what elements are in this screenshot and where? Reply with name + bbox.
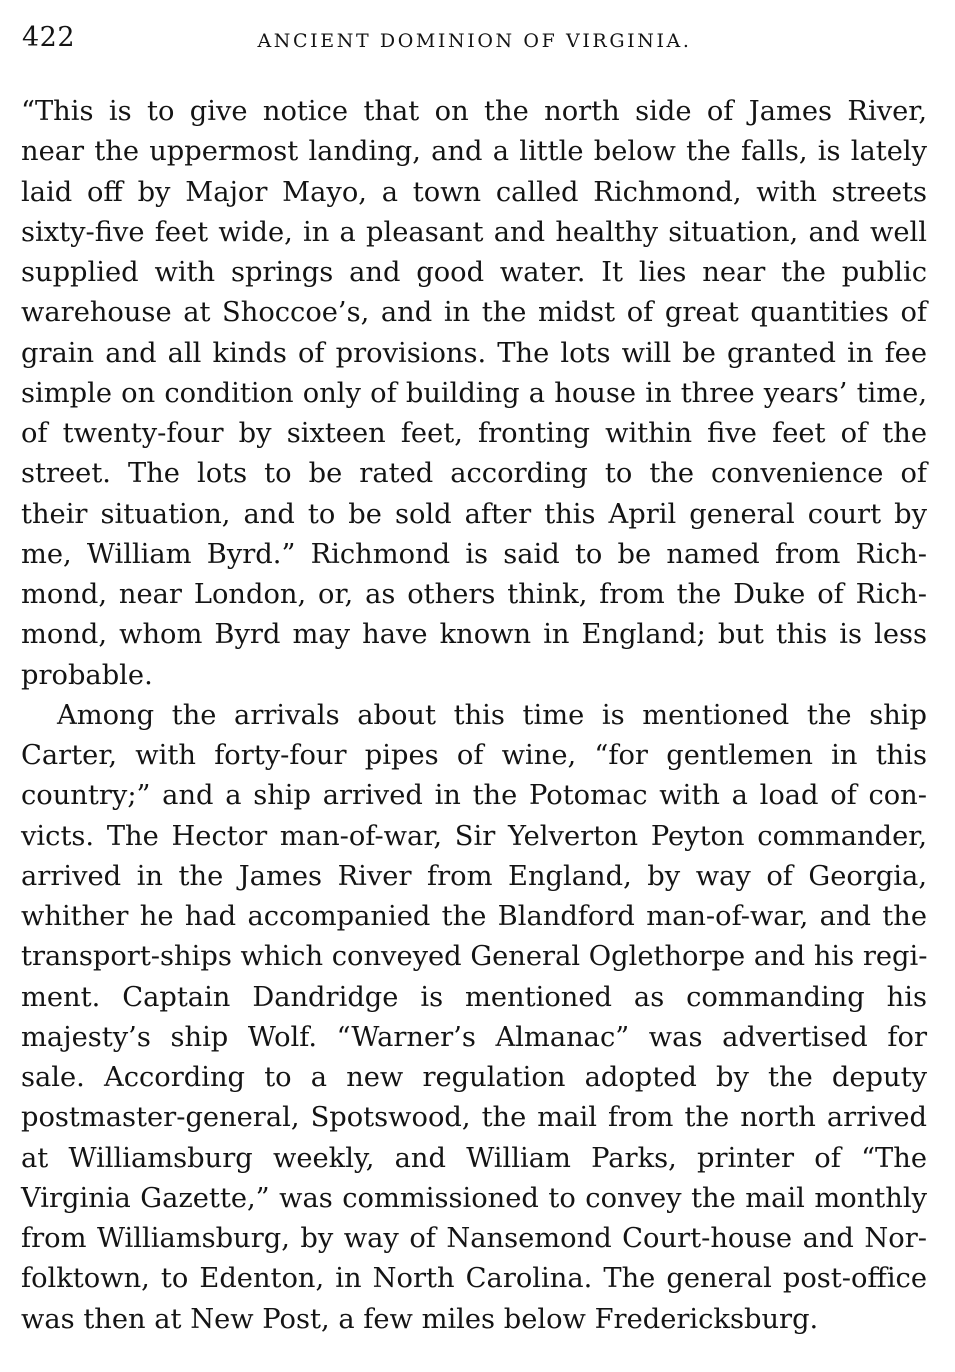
text-line: majesty’s ship Wolf. “Warner’s Almanac” was advertised for xyxy=(21,1021,927,1053)
text-line: near the uppermost landing, and a little below the falls, is lately xyxy=(21,136,927,168)
page-number: 422 xyxy=(22,22,76,53)
text-line: street. The lots to be rated according to the convenience of xyxy=(21,458,927,490)
text-line: postmaster-general, Spotswood, the mail from the north arrived xyxy=(21,1102,927,1134)
text-line: laid off by Major Mayo, a town called Richmond, with streets xyxy=(21,176,927,208)
text-line: sixty-five feet wide, in a pleasant and healthy situation, and well xyxy=(21,216,927,248)
text-line: mond, whom Byrd may have known in England; but this is less xyxy=(21,619,927,651)
text-line: ment. Captain Dandridge is mentioned as commanding his xyxy=(21,981,927,1013)
text-line: warehouse at Shoccoe’s, and in the midst of great quantities of xyxy=(21,297,927,329)
text-line: country;” and a ship arrived in the Potomac with a load of con- xyxy=(21,780,927,812)
text-line: victs. The Hector man-of-war, Sir Yelverton Peyton commander, xyxy=(21,820,927,852)
text-line: arrived in the James River from England, by way of Georgia, xyxy=(21,860,927,892)
text-line: grain and all kinds of provisions. The lots will be granted in fee xyxy=(21,337,927,369)
page-header xyxy=(22,20,927,56)
text-line: whither he had accompanied the Blandford man-of-war, and the xyxy=(21,901,927,932)
text-line: sale. According to a new regulation adopted by the deputy xyxy=(21,1062,927,1093)
text-line: me, William Byrd.” Richmond is said to be named from Rich- xyxy=(21,538,927,570)
text-line: at Williamsburg weekly, and William Parks, printer of “The xyxy=(21,1142,927,1174)
text-line: of twenty-four by sixteen feet, fronting within five feet of the xyxy=(21,418,927,449)
body-text xyxy=(21,92,927,1340)
text-line: was then at New Post, a few miles below Fredericksburg. xyxy=(21,1303,819,1335)
text-line: Virginia Gazette,” was commissioned to convey the mail monthly xyxy=(21,1182,927,1214)
text-line: supplied with springs and good water. It lies near the public xyxy=(21,257,927,288)
text-line: mond, near London, or, as others think, from the Duke of Rich- xyxy=(21,579,927,610)
text-line: Carter, with forty-four pipes of wine, “for gentlemen in this xyxy=(21,740,927,771)
text-line: simple on condition only of building a house in three years’ time, xyxy=(21,377,927,409)
text-line: transport-ships which conveyed General Oglethorpe and his regi- xyxy=(21,941,928,973)
text-line: probable. xyxy=(21,659,153,691)
text-line: folktown, to Edenton, in North Carolina. The general post-office xyxy=(21,1263,927,1295)
text-line: “This is to give notice that on the north side of James River, xyxy=(21,96,927,127)
running-title: ANCIENT DOMINION OF VIRGINIA. xyxy=(257,30,692,52)
text-line: their situation, and to be sold after this April general court by xyxy=(21,498,927,530)
text-line: from Williamsburg, by way of Nansemond Court-house and Nor- xyxy=(21,1223,927,1254)
text-line: Among the arrivals about this time is mentioned the ship xyxy=(57,699,927,731)
